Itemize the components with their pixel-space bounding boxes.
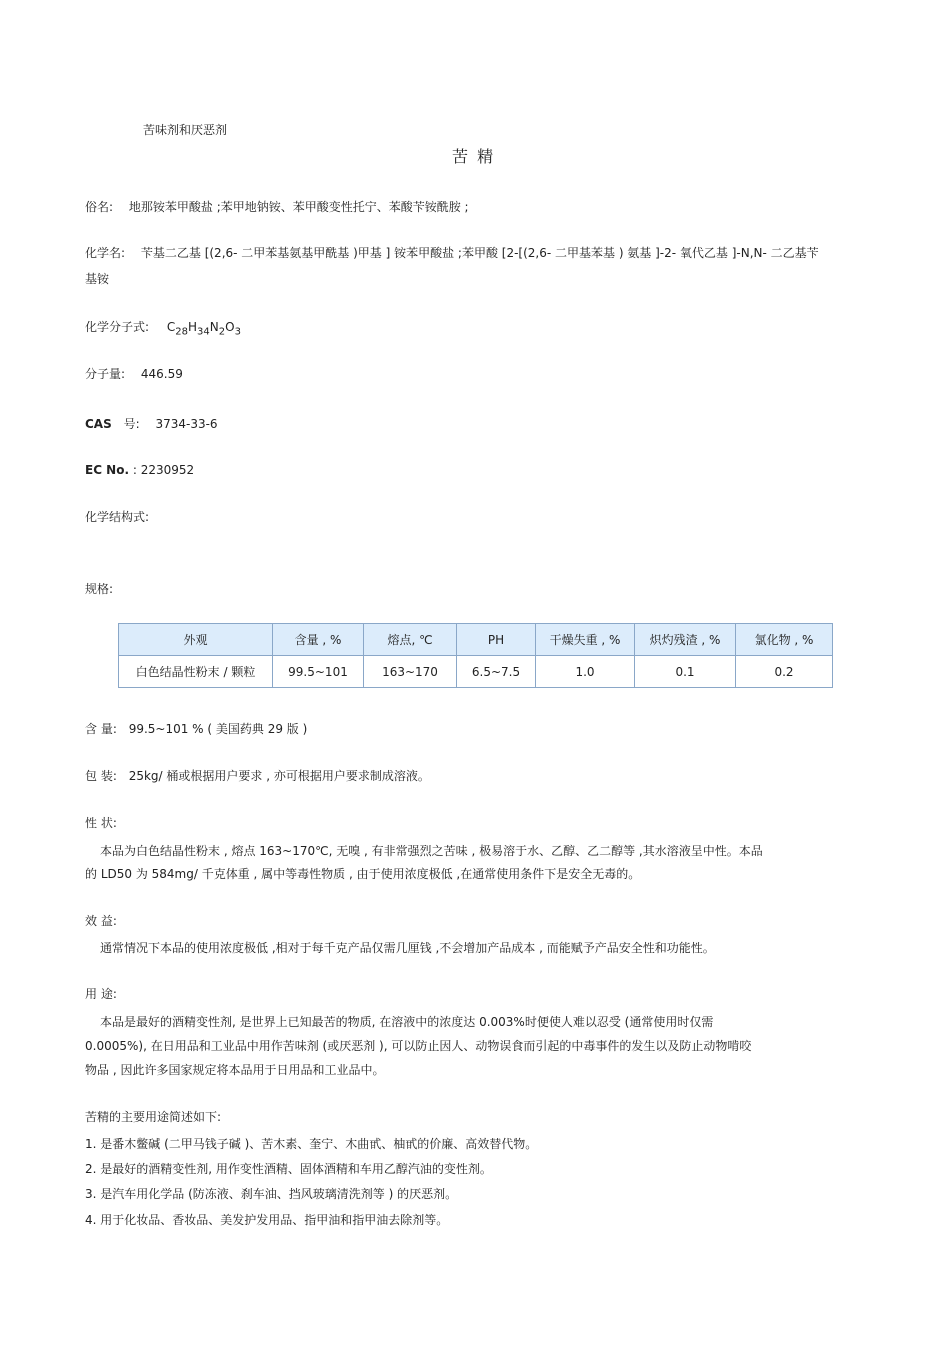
chem-name-row bbox=[85, 244, 819, 261]
usage-line3: 物品 , 因此许多国家规定将本品用于日用品和工业品中。 bbox=[85, 1063, 385, 1077]
cas-label: CAS bbox=[85, 417, 112, 431]
benefits-line1: 通常情况下本品的使用浓度极低 ,相对于每千克产品仅需几厘钱 ,不会增加产品成本 , 而能赋予产品安全性和功能性。 bbox=[100, 941, 715, 955]
formula-row bbox=[85, 318, 241, 337]
spec-header-loss-on-drying: 干燥失重 , % bbox=[536, 624, 635, 656]
chem-name-label: 化学名: bbox=[85, 246, 126, 260]
spec-label: 规格: bbox=[85, 582, 114, 596]
spec-cell-appearance: 白色结晶性粉末 / 颗粒 bbox=[119, 656, 273, 688]
usage-line1: 本品是最好的酒精变性剂, 是世界上已知最苦的物质, 在溶液中的浓度达 0.003%时便使人难以忍受 (通常使用时仅需 bbox=[100, 1015, 714, 1029]
formula-value: $C_{28}H_{34}N_2O_3$ bbox=[166, 320, 241, 338]
usage-label: 用 途: bbox=[85, 987, 117, 1001]
spec-cell-ph: 6.5~7.5 bbox=[457, 656, 536, 688]
mw-row bbox=[85, 365, 183, 382]
page-title: 苦 精 bbox=[452, 147, 496, 166]
cas-value: 3734-33-6 bbox=[155, 417, 218, 431]
spec-table-header bbox=[119, 624, 833, 656]
formula-label: 化学分子式: bbox=[85, 320, 150, 334]
spec-cell-chloride: 0.2 bbox=[736, 656, 833, 688]
spec-header-chloride: 氯化物 , % bbox=[736, 624, 833, 656]
benefits-label: 效 益: bbox=[85, 914, 117, 928]
spec-header-residue-on-ignition: 炽灼残渣 , % bbox=[635, 624, 736, 656]
spec-header-appearance: 外观 bbox=[119, 624, 273, 656]
packing-label: 包 装: bbox=[85, 769, 117, 783]
list-item: 1. 是番木鳖碱 (二甲马钱子碱 )、苦木素、奎宁、木曲甙、柚甙的价廉、高效替代物。 bbox=[85, 1137, 538, 1151]
alias-label: 俗名: bbox=[85, 200, 114, 214]
ec-row bbox=[85, 463, 194, 477]
properties-line2: 的 LD50 为 584mg/ 千克体重 , 属中等毒性物质 , 由于使用浓度极低 ,在通常使用条件下是安全无毒的。 bbox=[85, 867, 641, 881]
ec-value: : 2230952 bbox=[132, 463, 195, 477]
spec-table bbox=[118, 623, 833, 688]
content-value: 99.5~101 % ( 美国药典 29 版 ) bbox=[128, 722, 308, 736]
main-uses-title: 苦精的主要用途简述如下: bbox=[85, 1110, 222, 1124]
content-row bbox=[85, 720, 307, 737]
properties-line1: 本品为白色结晶性粉末 , 熔点 163~170℃, 无嗅 , 有非常强烈之苦味 , 极易溶于水、乙醇、乙二醇等 ,其水溶液呈中性。本品 bbox=[100, 844, 763, 858]
spec-cell-loss-on-drying: 1.0 bbox=[536, 656, 635, 688]
usage-line2: 0.0005%), 在日用品和工业品中用作苦味剂 (或厌恶剂 ), 可以防止因人、动物误食而引起的中毒事件的发生以及防止动物啃咬 bbox=[85, 1039, 752, 1053]
spec-cell-content: 99.5~101 bbox=[273, 656, 364, 688]
cas-row bbox=[85, 415, 218, 432]
list-item: 4. 用于化妆品、香妆品、美发护发用品、指甲油和指甲油去除剂等。 bbox=[85, 1213, 449, 1227]
table-row bbox=[119, 656, 833, 688]
list-item: 2. 是最好的酒精变性剂, 用作变性酒精、固体酒精和车用乙醇汽油的变性剂。 bbox=[85, 1162, 492, 1176]
packing-row bbox=[85, 767, 430, 784]
spec-cell-melting-point: 163~170 bbox=[364, 656, 457, 688]
content-label: 含 量: bbox=[85, 722, 117, 736]
spec-header-melting-point: 熔点, ℃ bbox=[364, 624, 457, 656]
chem-name-line2: 基铵 bbox=[85, 272, 110, 286]
spec-header-ph: PH bbox=[457, 624, 536, 656]
list-item: 3. 是汽车用化学品 (防冻液、刹车油、挡风玻璃清洗剂等 ) 的厌恶剂。 bbox=[85, 1187, 458, 1201]
mw-value: 446.59 bbox=[140, 367, 183, 381]
alias-value: 地那铵苯甲酸盐 ;苯甲地钠铵、苯甲酸变性托宁、苯酸苄铵酰胺 ; bbox=[128, 200, 469, 214]
spec-cell-residue-on-ignition: 0.1 bbox=[635, 656, 736, 688]
category-heading: 苦味剂和厌恶剂 bbox=[143, 123, 228, 137]
properties-label: 性 状: bbox=[85, 816, 117, 830]
cas-suffix: 号: bbox=[123, 417, 140, 431]
mw-label: 分子量: bbox=[85, 367, 126, 381]
spec-header-content: 含量 , % bbox=[273, 624, 364, 656]
structure-label: 化学结构式: bbox=[85, 510, 150, 524]
ec-label: EC No. bbox=[85, 463, 130, 477]
chem-name-line1: 苄基二乙基 [(2,6- 二甲苯基氨基甲酰基 )甲基 ] 铵苯甲酸盐 ;苯甲酸 [2-[(2,6- 二甲基苯基 ) 氨基 ]-2- 氧代乙基 ]-N,N- 二乙基苄 bbox=[140, 246, 819, 260]
alias-row bbox=[85, 198, 469, 215]
packing-value: 25kg/ 桶或根据用户要求 , 亦可根据用户要求制成溶液。 bbox=[128, 769, 430, 783]
